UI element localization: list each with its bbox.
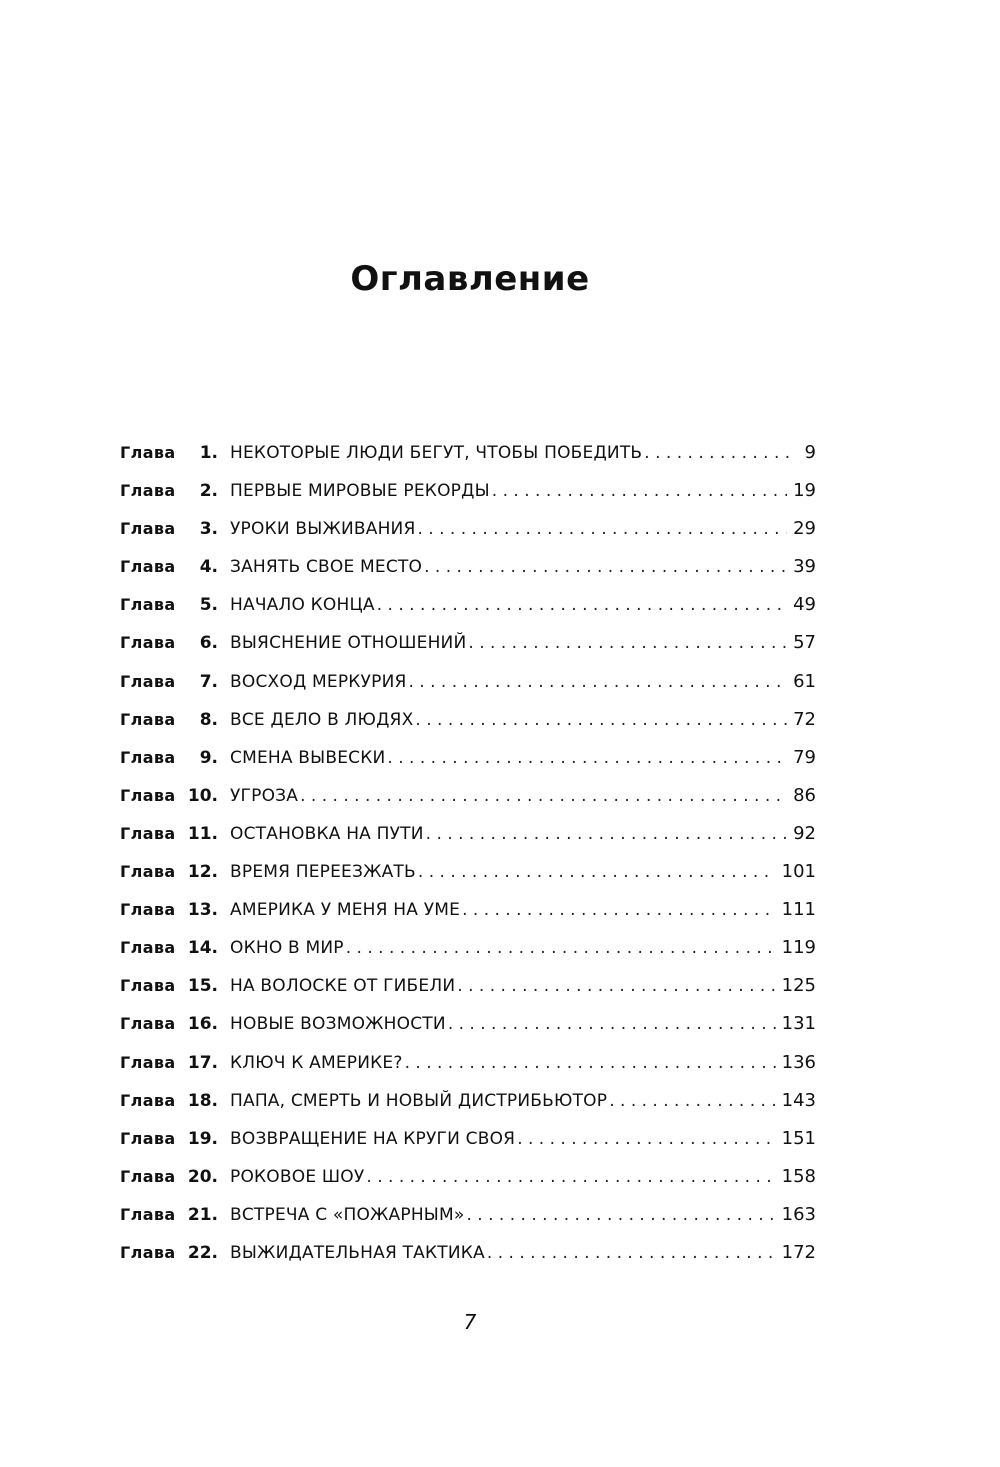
chapter-word: Глава	[120, 557, 176, 577]
dot-leader	[468, 624, 787, 662]
chapter-number: 6.	[199, 633, 218, 654]
chapter-title: ЗАНЯТЬ СВОЕ МЕСТО	[230, 557, 423, 578]
chapter-title: ОКНО В МИР	[230, 938, 344, 959]
chapter-page: 163	[781, 1203, 816, 1225]
chapter-word: Глава	[120, 443, 176, 462]
chapter-page: 57	[793, 632, 816, 654]
toc-entry[interactable]	[120, 434, 816, 472]
dot-leader	[405, 1044, 776, 1082]
toc-entry[interactable]	[120, 586, 816, 624]
chapter-title: ВЫЯСНЕНИЕ ОТНОШЕНИЙ	[230, 633, 467, 654]
toc-entry[interactable]	[120, 1082, 816, 1120]
toc-entry[interactable]	[120, 1044, 816, 1082]
chapter-title: СМЕНА ВЫВЕСКИ	[230, 747, 386, 768]
chapter-word: Глава	[120, 1014, 176, 1034]
chapter-title: ПАПА, СМЕРТЬ И НОВЫЙ ДИСТРИБЬЮТОР	[230, 1090, 608, 1111]
chapter-title: ВРЕМЯ ПЕРЕЕЗЖАТЬ	[230, 862, 416, 883]
chapter-number: 22.	[187, 1242, 218, 1263]
page-number: 7	[463, 1310, 477, 1334]
chapter-page: 61	[793, 670, 816, 692]
chapter-page: 143	[781, 1089, 816, 1111]
dot-leader	[346, 929, 776, 967]
chapter-page: 111	[781, 899, 816, 921]
toc-entry[interactable]	[120, 815, 816, 853]
chapter-word: Глава	[120, 1204, 176, 1224]
toc-entry[interactable]	[120, 891, 816, 929]
chapter-title: ВОСХОД МЕРКУРИЯ	[230, 671, 407, 692]
chapter-page: 29	[793, 518, 816, 540]
chapter-word: Глава	[120, 633, 176, 653]
dot-leader	[517, 1120, 775, 1158]
toc-entry[interactable]	[120, 853, 816, 891]
dot-leader	[448, 1005, 776, 1043]
chapter-number: 1.	[199, 443, 218, 463]
dot-leader	[418, 853, 776, 891]
chapter-word: Глава	[120, 671, 176, 691]
chapter-number: 5.	[199, 595, 218, 616]
chapter-page: 72	[793, 708, 816, 730]
chapter-page: 119	[781, 937, 816, 959]
dot-leader	[387, 739, 787, 777]
chapter-word: Глава	[120, 1128, 176, 1148]
chapter-page: 172	[781, 1241, 816, 1263]
chapter-number: 8.	[199, 709, 218, 730]
chapter-number: 11.	[187, 823, 218, 844]
chapter-page: 136	[781, 1051, 816, 1073]
chapter-word: Глава	[120, 785, 176, 805]
toc-entry[interactable]	[120, 929, 816, 967]
chapter-number: 2.	[199, 481, 218, 502]
chapter-word: Глава	[120, 1242, 176, 1262]
chapter-page: 125	[781, 975, 816, 997]
dot-leader	[457, 967, 775, 1005]
chapter-number: 7.	[199, 671, 218, 692]
toc-entry[interactable]	[120, 510, 816, 548]
dot-leader	[409, 663, 788, 701]
chapter-number: 4.	[199, 557, 218, 578]
chapter-number: 9.	[199, 747, 218, 768]
chapter-word: Глава	[120, 1166, 176, 1186]
chapter-page: 92	[793, 822, 816, 844]
chapter-title: УРОКИ ВЫЖИВАНИЯ	[230, 519, 416, 540]
toc-entry[interactable]	[120, 663, 816, 701]
toc-entry[interactable]	[120, 548, 816, 586]
dot-leader	[609, 1082, 775, 1120]
toc-entry[interactable]	[120, 624, 816, 662]
chapter-title: ВСЕ ДЕЛО В ЛЮДЯХ	[230, 709, 414, 730]
dot-leader	[492, 472, 787, 510]
chapter-word: Глава	[120, 519, 176, 539]
chapter-word: Глава	[120, 900, 176, 920]
chapter-page: 39	[793, 556, 816, 578]
chapter-page: 86	[793, 784, 816, 806]
chapter-word: Глава	[120, 938, 176, 958]
chapter-page: 151	[781, 1127, 816, 1149]
dot-leader	[462, 891, 776, 929]
dot-leader	[417, 510, 787, 548]
chapter-title: ВСТРЕЧА С «ПОЖАРНЫМ»	[230, 1204, 465, 1225]
table-of-contents	[120, 434, 816, 1272]
toc-entry[interactable]	[120, 739, 816, 777]
dot-leader	[366, 1158, 775, 1196]
chapter-word: Глава	[120, 976, 176, 996]
chapter-number: 14.	[187, 938, 218, 959]
chapter-title: ПЕРВЫЕ МИРОВЫЕ РЕКОРДЫ	[230, 481, 490, 502]
dot-leader	[377, 586, 787, 624]
toc-entry[interactable]	[120, 701, 816, 739]
chapter-title: КЛЮЧ К АМЕРИКЕ?	[230, 1052, 403, 1073]
chapter-word: Глава	[120, 709, 176, 729]
dot-leader	[424, 548, 787, 586]
chapter-word: Глава	[120, 595, 176, 615]
chapter-number: 15.	[187, 976, 218, 997]
chapter-title: НА ВОЛОСКЕ ОТ ГИБЕЛИ	[230, 976, 456, 997]
toc-entry[interactable]	[120, 777, 816, 815]
toc-entry[interactable]	[120, 1234, 816, 1272]
chapter-title: УГРОЗА	[230, 785, 299, 806]
chapter-number: 12.	[187, 862, 218, 883]
dot-leader	[415, 701, 787, 739]
chapter-number: 16.	[187, 1014, 218, 1035]
chapter-number: 13.	[187, 900, 218, 921]
toc-entry[interactable]	[120, 1158, 816, 1196]
chapter-title: РОКОВОЕ ШОУ	[230, 1166, 365, 1187]
chapter-number: 20.	[187, 1166, 218, 1187]
chapter-number: 10.	[187, 785, 218, 806]
chapter-page: 49	[793, 594, 816, 616]
toc-entry[interactable]	[120, 967, 816, 1005]
chapter-page: 79	[793, 746, 816, 768]
toc-entry[interactable]	[120, 1120, 816, 1158]
chapter-title: ОСТАНОВКА НА ПУТИ	[230, 823, 424, 844]
chapter-number: 19.	[187, 1128, 218, 1149]
chapter-title: ВОЗВРАЩЕНИЕ НА КРУГИ СВОЯ	[230, 1128, 516, 1149]
chapter-word: Глава	[120, 823, 176, 843]
chapter-number: 17.	[187, 1052, 218, 1073]
chapter-title: НЕКОТОРЫЕ ЛЮДИ БЕГУТ, ЧТОБЫ ПОБЕДИТЬ	[230, 443, 643, 463]
chapter-page: 131	[781, 1013, 816, 1035]
toc-entry[interactable]	[120, 1196, 816, 1234]
dot-leader	[644, 434, 790, 472]
chapter-title: АМЕРИКА У МЕНЯ НА УМЕ	[230, 900, 461, 921]
toc-entry[interactable]	[120, 472, 816, 510]
chapter-number: 21.	[187, 1204, 218, 1225]
chapter-word: Глава	[120, 1052, 176, 1072]
chapter-word: Глава	[120, 481, 176, 501]
chapter-page: 101	[781, 861, 816, 883]
dot-leader	[426, 815, 787, 853]
chapter-title: НАЧАЛО КОНЦА	[230, 595, 375, 616]
chapter-title: НОВЫЕ ВОЗМОЖНОСТИ	[230, 1014, 446, 1035]
toc-entry[interactable]	[120, 1005, 816, 1043]
chapter-number: 18.	[187, 1090, 218, 1111]
chapter-title: ВЫЖИДАТЕЛЬНАЯ ТАКТИКА	[230, 1242, 485, 1263]
page-title: Оглавление	[350, 258, 590, 299]
chapter-page: 19	[793, 480, 816, 502]
chapter-word: Глава	[120, 747, 176, 767]
chapter-number: 3.	[199, 519, 218, 540]
dot-leader	[487, 1234, 776, 1272]
chapter-word: Глава	[120, 862, 176, 882]
chapter-word: Глава	[120, 1090, 176, 1110]
dot-leader	[300, 777, 787, 815]
chapter-page: 9	[804, 442, 816, 463]
dot-leader	[466, 1196, 775, 1234]
chapter-page: 158	[781, 1165, 816, 1187]
